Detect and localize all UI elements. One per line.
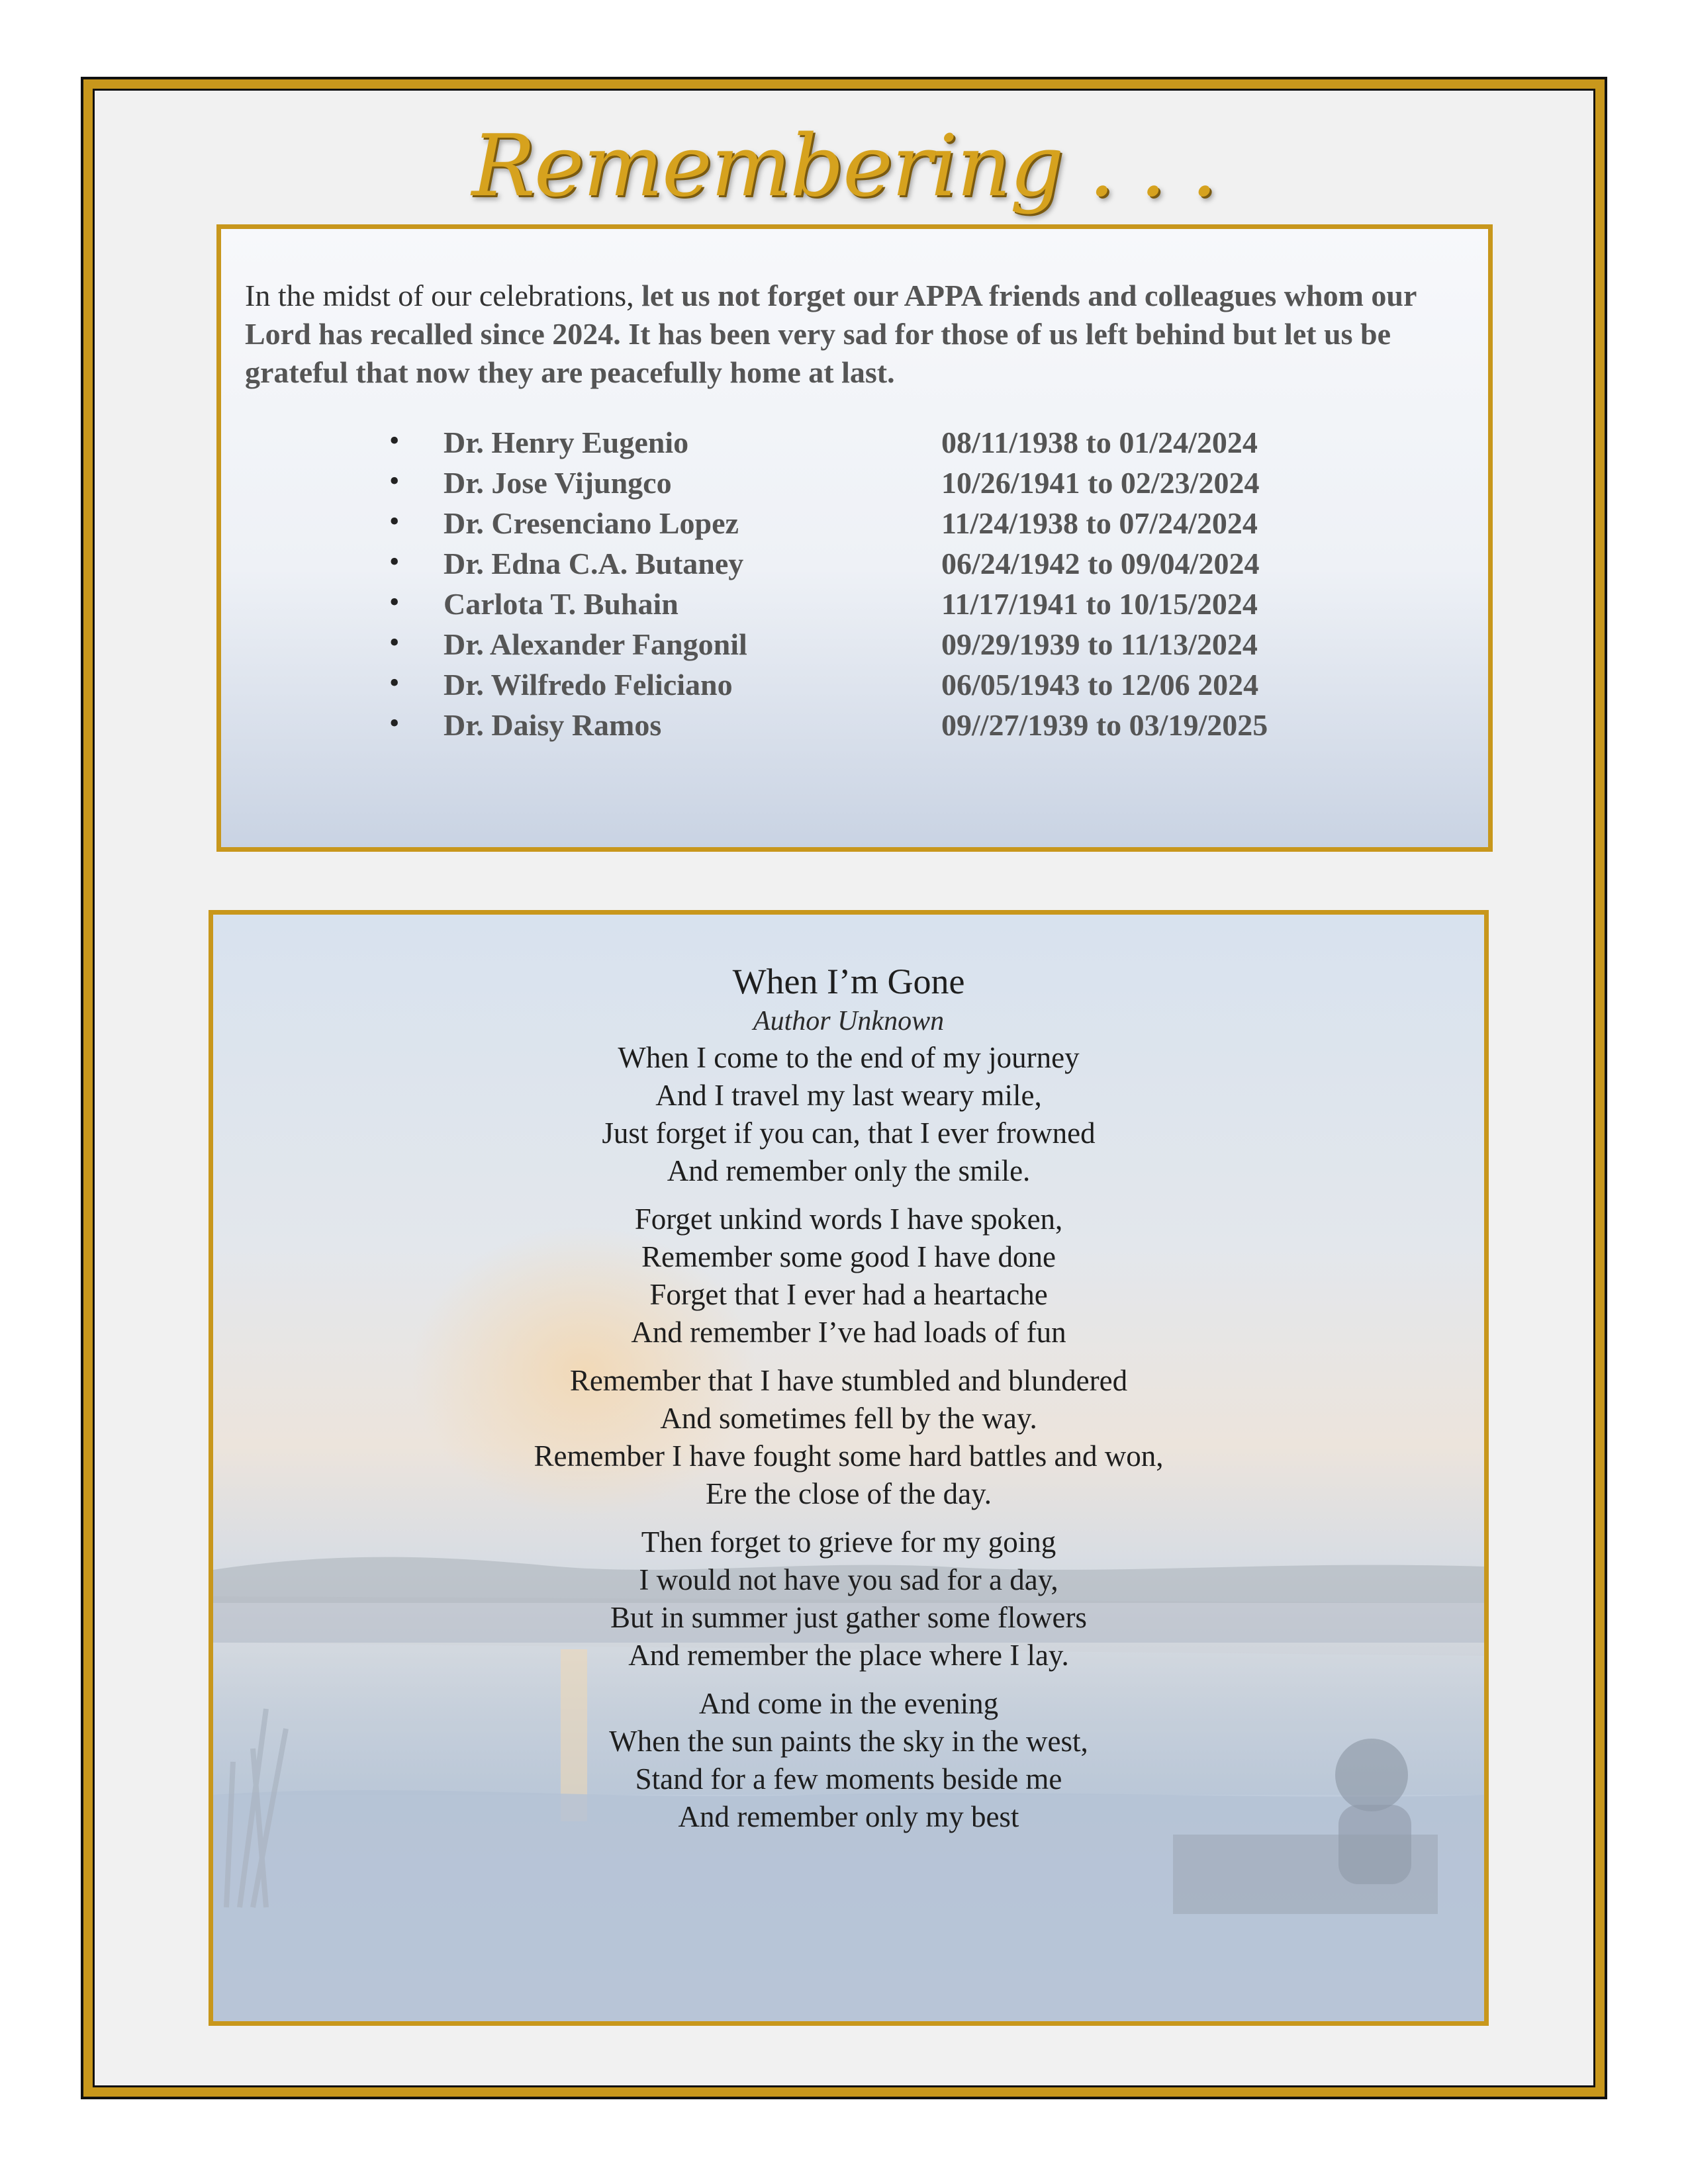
poem-line: But in summer just gather some flowers — [610, 1601, 1087, 1634]
poem-title: When I’m Gone — [732, 962, 965, 1001]
poem — [213, 960, 1484, 1836]
poem-line: Stand for a few moments beside me — [635, 1762, 1062, 1796]
poem-line: Ere the close of the day. — [706, 1477, 992, 1510]
poem-line: And come in the evening — [698, 1687, 999, 1720]
bullet-icon: • — [389, 707, 400, 739]
memorial-item — [245, 707, 1464, 748]
memorial-item — [245, 425, 1464, 465]
poem-box — [209, 910, 1489, 2026]
memorial-name: Dr. Wilfredo Feliciano — [444, 668, 733, 702]
poem-stanza — [213, 1524, 1484, 1674]
bullet-icon: • — [389, 586, 400, 618]
memorial-name: Dr. Edna C.A. Butaney — [444, 547, 744, 580]
poem-stanza — [213, 1362, 1484, 1513]
poem-line: Remember I have fought some hard battles and won, — [534, 1439, 1164, 1473]
poem-line: When the sun paints the sky in the west, — [609, 1725, 1088, 1758]
memorial-dates: 08/11/1938 to 01/24/2024 — [941, 426, 1258, 459]
poem-stanza — [213, 1685, 1484, 1836]
memorial-box — [216, 224, 1493, 852]
bullet-icon: • — [389, 666, 400, 699]
memorial-dates: 11/24/1938 to 07/24/2024 — [941, 506, 1258, 540]
poem-line: Remember that I have stumbled and blundered — [569, 1364, 1128, 1397]
memorial-name: Dr. Cresenciano Lopez — [444, 506, 739, 540]
bullet-icon: • — [389, 465, 400, 497]
poem-line: And sometimes fell by the way. — [660, 1402, 1037, 1435]
poem-line: Remember some good I have done — [641, 1240, 1056, 1273]
memorial-dates: 11/17/1941 to 10/15/2024 — [941, 587, 1258, 621]
memorial-dates: 10/26/1941 to 02/23/2024 — [941, 466, 1260, 500]
poem-line: And remember only the smile. — [667, 1154, 1031, 1187]
poem-line: And remember only my best — [678, 1800, 1019, 1833]
bullet-icon: • — [389, 545, 400, 578]
memorial-name: Dr. Jose Vijungco — [444, 466, 672, 500]
intro-rest-text: let us not forget our APPA friends and colleagues whom our Lord has recalled since 2024. It has been very sad for those of us left behind but let us be grateful that now they are peacefully home at last. — [245, 279, 1417, 389]
memorial-list — [245, 425, 1464, 748]
memorial-dates: 06/05/1943 to 12/06 2024 — [941, 668, 1259, 702]
bullet-icon: • — [389, 424, 400, 457]
poem-stanza — [213, 1039, 1484, 1190]
memorial-dates: 09//27/1939 to 03/19/2025 — [941, 708, 1268, 742]
poem-line: When I come to the end of my journey — [618, 1041, 1080, 1074]
memorial-dates: 09/29/1939 to 11/13/2024 — [941, 627, 1258, 661]
poem-line: And remember I’ve had loads of fun — [631, 1316, 1066, 1349]
poem-line: Forget that I ever had a heartache — [649, 1278, 1048, 1311]
memorial-name: Dr. Henry Eugenio — [444, 426, 689, 459]
poem-line: Forget unkind words I have spoken, — [634, 1203, 1063, 1236]
outer-frame — [81, 77, 1607, 2099]
bullet-icon: • — [389, 626, 400, 659]
poem-line: Then forget to grieve for my going — [641, 1525, 1056, 1559]
memorial-name: Dr. Alexander Fangonil — [444, 627, 747, 661]
memorial-name: Dr. Daisy Ramos — [444, 708, 662, 742]
page-panel — [93, 89, 1595, 2087]
memorial-item — [245, 586, 1464, 627]
memorial-item — [245, 506, 1464, 546]
poem-stanza — [213, 1201, 1484, 1351]
poem-line: And remember the place where I lay. — [628, 1639, 1069, 1672]
memorial-name: Carlota T. Buhain — [444, 587, 679, 621]
memorial-item — [245, 546, 1464, 586]
memorial-dates: 06/24/1942 to 09/04/2024 — [941, 547, 1260, 580]
poem-line: And I travel my last weary mile, — [655, 1079, 1042, 1112]
intro-lead-text: In the midst of our celebrations, — [245, 279, 642, 312]
memorial-item — [245, 667, 1464, 707]
intro-paragraph — [245, 277, 1464, 392]
bullet-icon: • — [389, 505, 400, 537]
memorial-item — [245, 465, 1464, 506]
poem-line: Just forget if you can, that I ever frowned — [602, 1116, 1096, 1150]
memorial-item — [245, 627, 1464, 667]
poem-line: I would not have you sad for a day, — [639, 1563, 1058, 1596]
poem-author: Author Unknown — [753, 1006, 945, 1036]
page-title: Remembering . . . — [471, 117, 1217, 216]
